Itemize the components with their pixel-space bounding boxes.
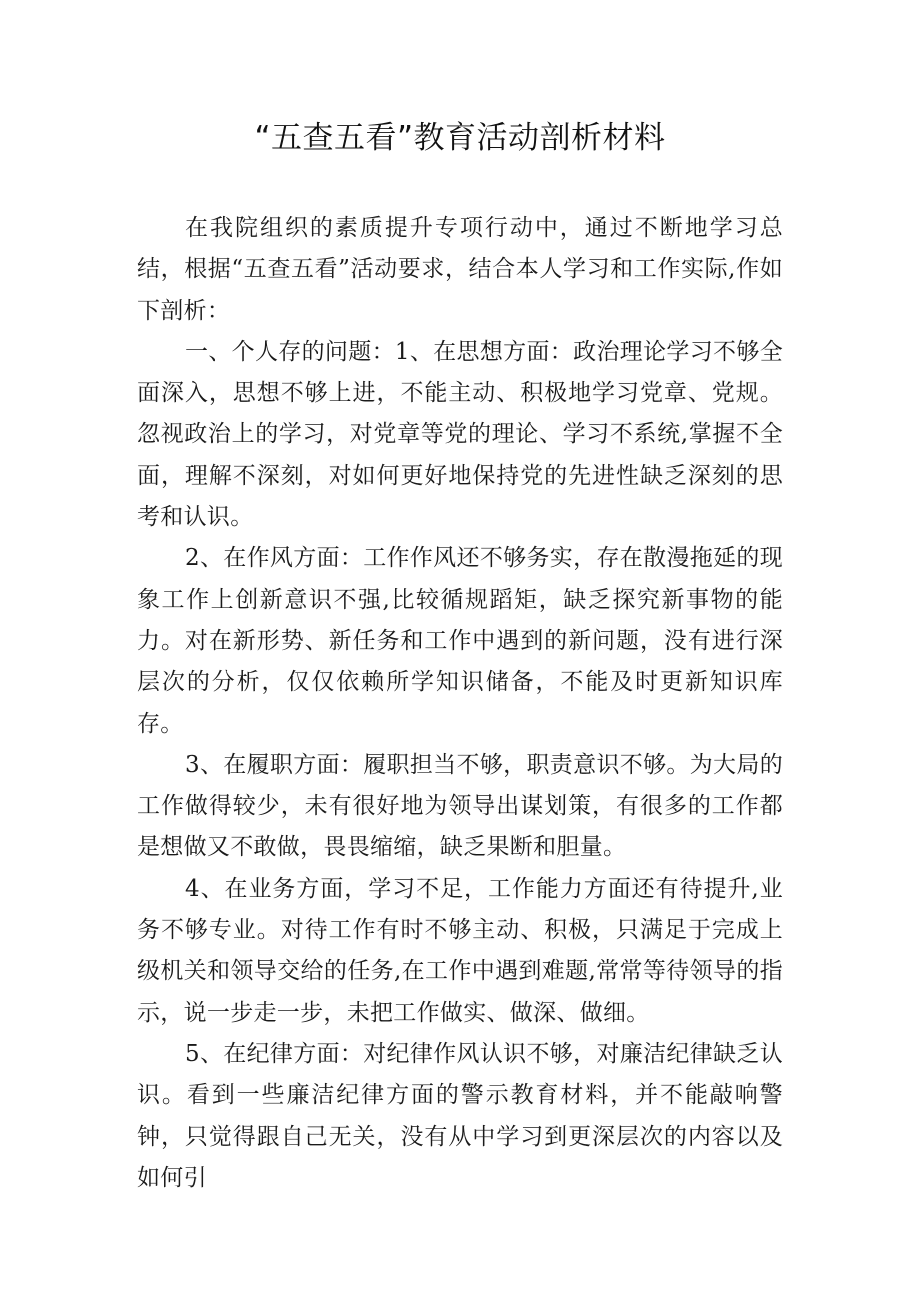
paragraph-intro: 在我院组织的素质提升专项行动中，通过不断地学习总结，根据“五查五看”活动要求，结合本人学习和工作实际,作如下剖析： bbox=[137, 215, 783, 324]
paragraph-problem-4-business: 4、在业务方面，学习不足，工作能力方面还有待提升,业务不够专业。对待工作有时不够主动、积极，只满足于完成上级机关和领导交给的任务,在工作中遇到难题,常常等待领导的指示，说一步走一步，未把工作做实、做深、做细。 bbox=[137, 875, 783, 1026]
paragraph-problem-2-style: 2、在作风方面：工作作风还不够务实，存在散漫拖延的现象工作上创新意识不强,比较循规蹈矩，缺乏探究新事物的能力。对在新形势、新任务和工作中遇到的新问题，没有进行深层次的分析，仅仅依赖所学知识储备，不能及时更新知识库存。 bbox=[137, 545, 783, 737]
document-body bbox=[137, 208, 783, 1199]
paragraph-problem-1-thought: 一、个人存的问题：1、在思想方面：政治理论学习不够全面深入，思想不够上进，不能主动、积极地学习党章、党规。忽视政治上的学习，对党章等党的理论、学习不系统,掌握不全面，理解不深刻，对如何更好地保持党的先进性缺乏深刻的思考和认识。 bbox=[137, 338, 783, 531]
paragraph-problem-3-duty: 3、在履职方面：履职担当不够，职责意识不够。为大局的工作做得较少，未有很好地为领导出谋划策，有很多的工作都是想做又不敢做，畏畏缩缩，缺乏果断和胆量。 bbox=[137, 751, 783, 861]
document-title: “五查五看”教育活动剖析材料 bbox=[254, 120, 666, 156]
paragraph-problem-5-discipline: 5、在纪律方面：对纪律作风认识不够，对廉洁纪律缺乏认识。看到一些廉洁纪律方面的警示教育材料，并不能敲响警钟，只觉得跟自己无关，没有从中学习到更深层次的内容以及如何引 bbox=[137, 1040, 783, 1191]
